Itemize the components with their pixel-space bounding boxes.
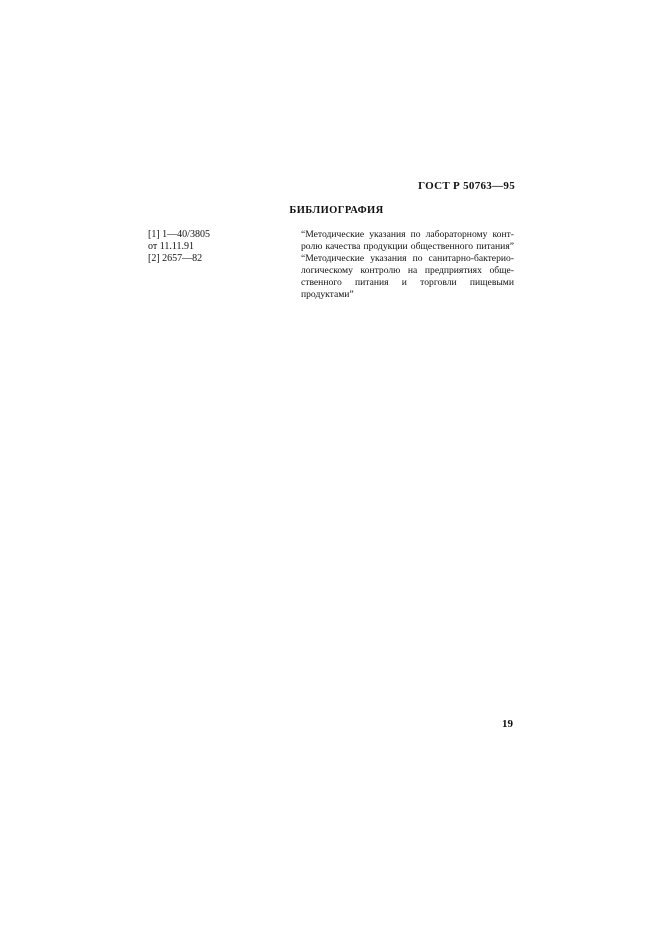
reference-title-line: ственного питания и торговли пищевыми xyxy=(301,277,514,288)
reference-title-line: продуктами” xyxy=(301,289,354,300)
reference-entry-1 xyxy=(301,229,514,253)
reference-number-line: от 11.11.91 xyxy=(148,241,194,252)
bibliography-title: БИБЛИОГРАФИЯ xyxy=(289,205,384,216)
document-code: ГОСТ Р 50763—95 xyxy=(418,180,515,192)
page-number: 19 xyxy=(502,718,513,730)
reference-number-line: [2] 2657—82 xyxy=(148,253,203,264)
reference-number-line: [1] 1—40/3805 xyxy=(148,229,210,240)
reference-titles xyxy=(301,229,514,301)
reference-title-line: логическому контролю на предприятиях обще- xyxy=(301,265,514,276)
reference-entry-2 xyxy=(301,253,514,301)
reference-title-line: “Методические указания по лабораторному конт- xyxy=(301,229,514,240)
reference-title-line: ролю качества продукции общественного питания” xyxy=(301,241,514,252)
reference-numbers xyxy=(148,229,278,265)
reference-title-line: “Методические указания по санитарно-бактерио- xyxy=(301,253,514,264)
